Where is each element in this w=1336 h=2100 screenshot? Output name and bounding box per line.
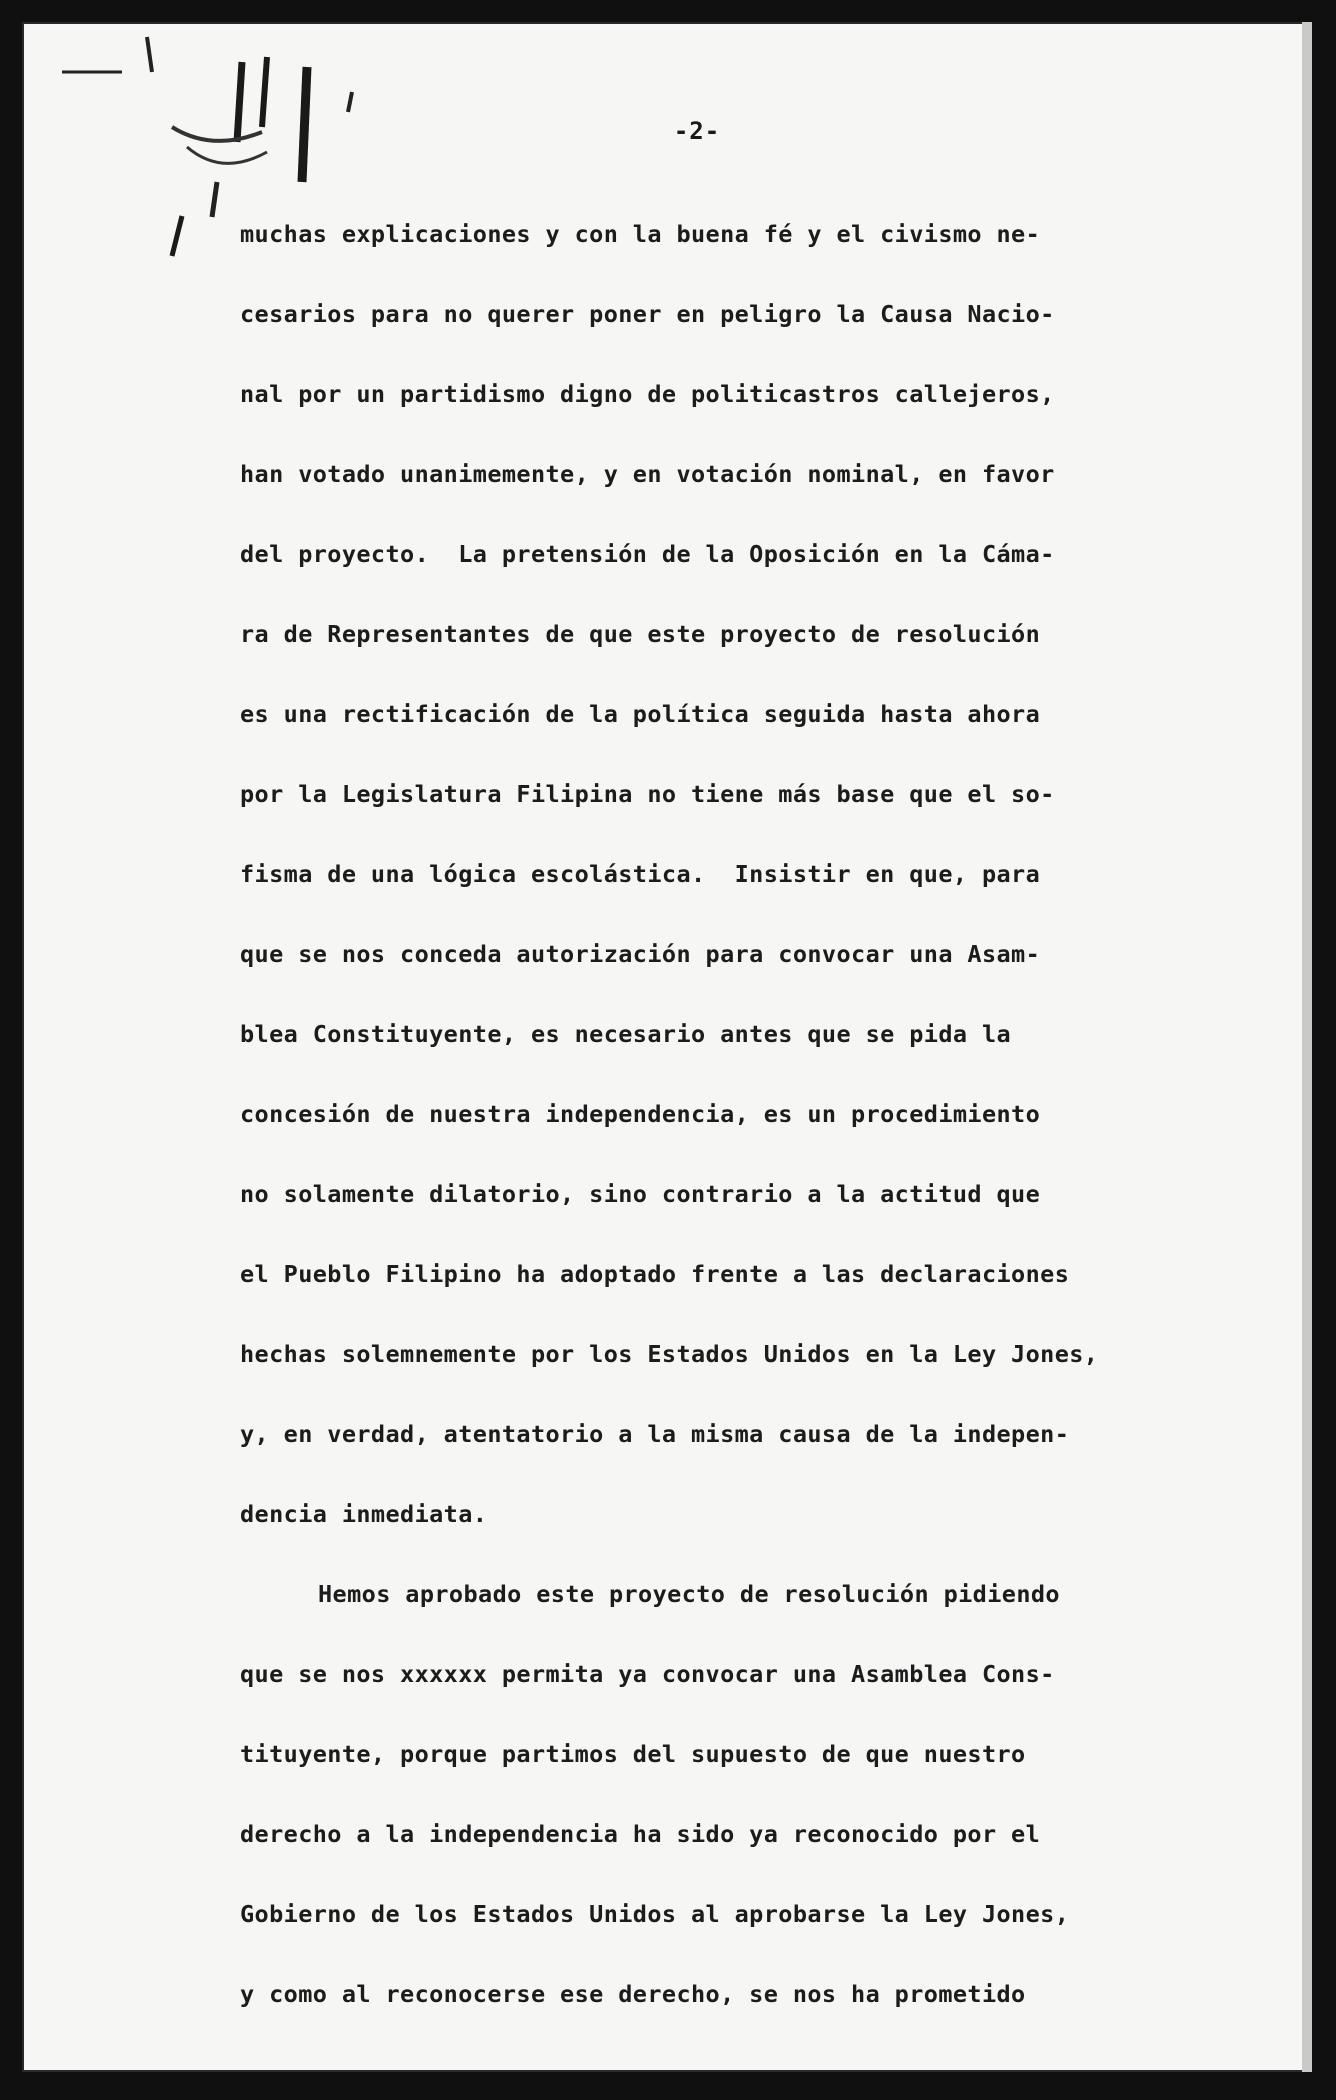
text-line: Gobierno de los Estados Unidos al aprobarse la Ley Jones, bbox=[240, 1900, 1070, 1928]
typed-body-text bbox=[240, 204, 1200, 2044]
text-line: muchas explicaciones y con la buena fé y el civismo ne- bbox=[240, 220, 1041, 248]
text-line: y, en verdad, atentatorio a la misma causa de la indepen- bbox=[240, 1420, 1070, 1448]
text-line: fisma de una lógica escolástica. Insistir en que, para bbox=[240, 860, 1041, 888]
page-edge bbox=[1302, 22, 1312, 2072]
text-line: cesarios para no querer poner en peligro la Causa Nacio- bbox=[240, 300, 1055, 328]
document-page bbox=[22, 22, 1312, 2072]
page-number: -2- bbox=[673, 117, 721, 145]
text-line: no solamente dilatorio, sino contrario a la actitud que bbox=[240, 1180, 1041, 1208]
text-line: derecho a la independencia ha sido ya reconocido por el bbox=[240, 1820, 1041, 1848]
text-line: por la Legislatura Filipina no tiene más base que el so- bbox=[240, 780, 1055, 808]
text-line: hechas solemnemente por los Estados Unidos en la Ley Jones, bbox=[240, 1340, 1099, 1368]
text-line: tituyente, porque partimos del supuesto de que nuestro bbox=[240, 1740, 1026, 1768]
text-line: han votado unanimemente, y en votación nominal, en favor bbox=[240, 460, 1055, 488]
text-line: dencia inmediata. bbox=[240, 1500, 488, 1528]
text-line: del proyecto. La pretensión de la Oposición en la Cáma- bbox=[240, 540, 1055, 568]
text-line: y como al reconocerse ese derecho, se nos ha prometido bbox=[240, 1980, 1026, 2008]
text-line: concesión de nuestra independencia, es un procedimiento bbox=[240, 1100, 1041, 1128]
margin-stroke-decoration bbox=[162, 212, 192, 262]
text-line: Hemos aprobado este proyecto de resolución pidiendo bbox=[318, 1580, 1060, 1608]
text-line: que se nos xxxxxx permita ya convocar una Asamblea Cons- bbox=[240, 1660, 1055, 1688]
text-line: es una rectificación de la política seguida hasta ahora bbox=[240, 700, 1041, 728]
text-line: ra de Representantes de que este proyecto de resolución bbox=[240, 620, 1041, 648]
text-line: el Pueblo Filipino ha adoptado frente a las declaraciones bbox=[240, 1260, 1070, 1288]
text-line: blea Constituyente, es necesario antes que se pida la bbox=[240, 1020, 1012, 1048]
text-line: que se nos conceda autorización para convocar una Asam- bbox=[240, 940, 1041, 968]
text-line: nal por un partidismo digno de politicastros callejeros, bbox=[240, 380, 1055, 408]
